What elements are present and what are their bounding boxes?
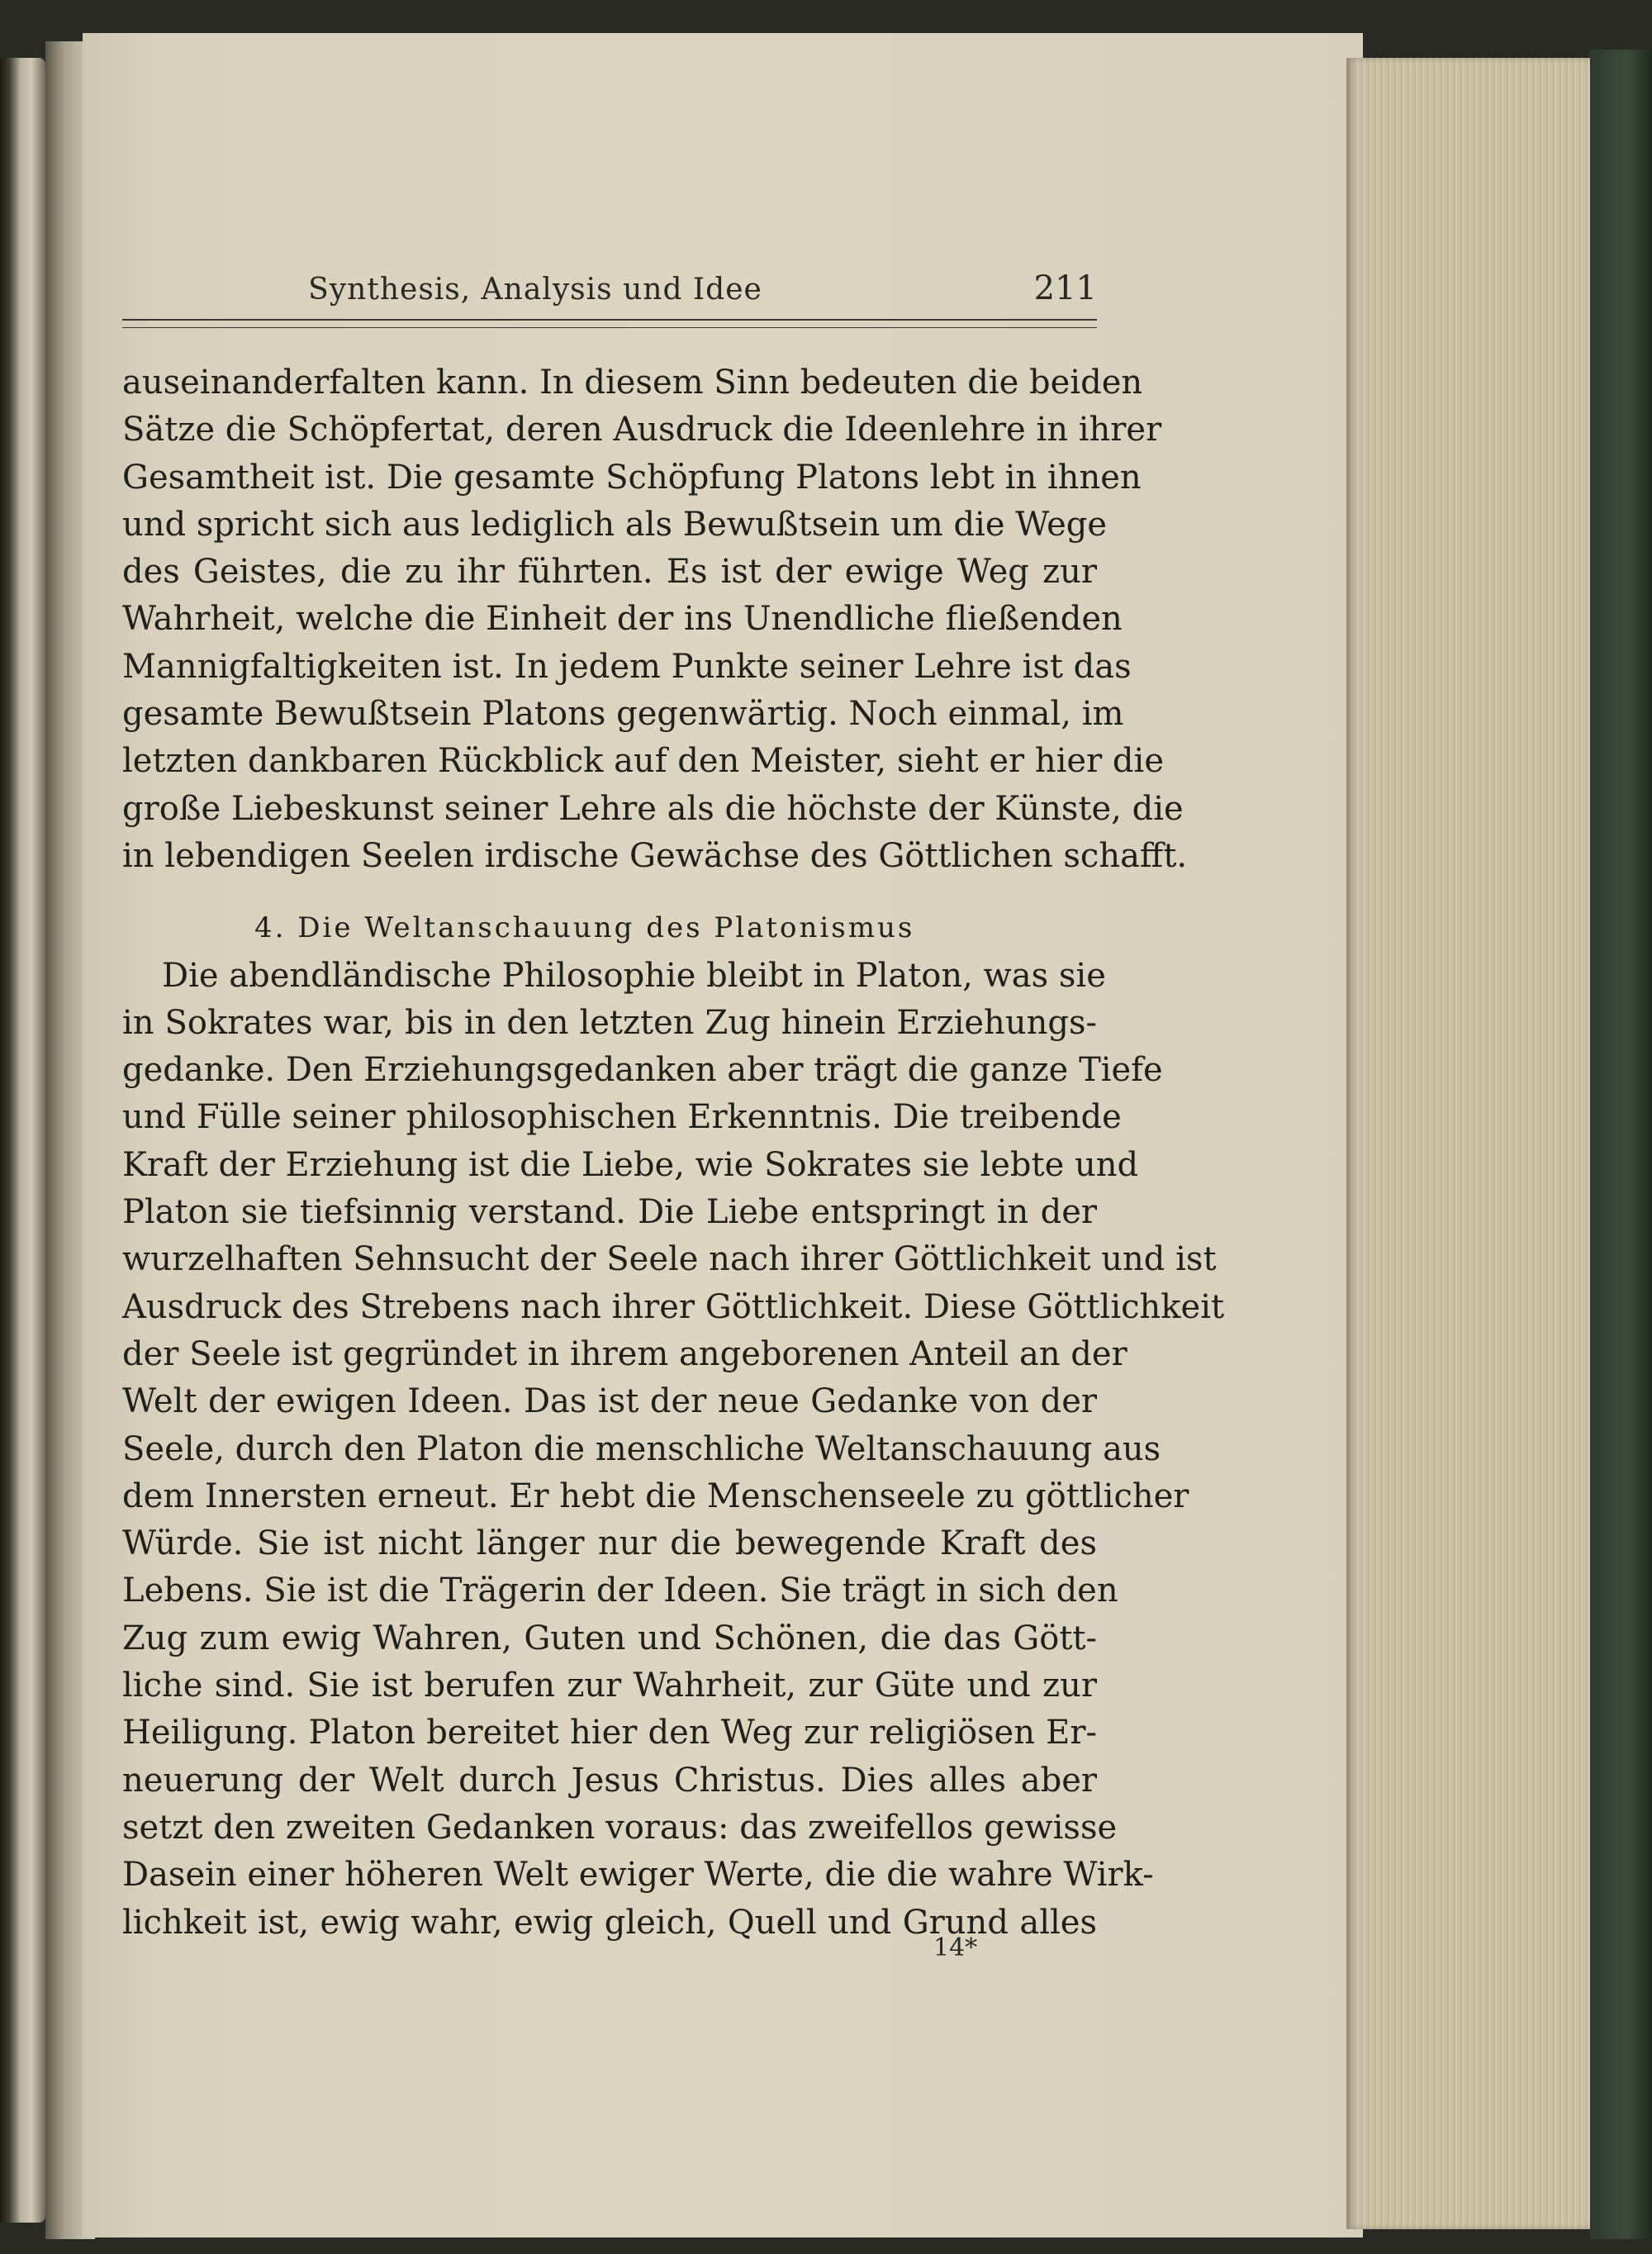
running-title: Synthesis, Analysis und Idee bbox=[308, 273, 762, 307]
text-line: Zug zum ewig Wahren, Guten und Schönen, die das Gött- bbox=[122, 1619, 1097, 1657]
header-rule bbox=[122, 319, 1097, 328]
text-line: Ausdruck des Strebens nach ihrer Göttlichkeit. Diese Göttlichkeit bbox=[122, 1287, 1225, 1326]
text-line: Wahrheit, welche die Einheit der ins Unendliche fließenden bbox=[122, 600, 1123, 639]
text-line: wurzelhaften Sehnsucht der Seele nach ihrer Göttlichkeit und ist bbox=[122, 1240, 1217, 1279]
left-page-edge bbox=[0, 58, 45, 2223]
text-line: Lebens. Sie ist die Trägerin der Ideen. Sie trägt in sich den bbox=[122, 1572, 1118, 1610]
text-line: Gesamtheit ist. Die gesamte Schöpfung Platons lebt in ihnen bbox=[122, 458, 1142, 497]
section-heading: 4. Die Weltanschauung des Platonismus bbox=[254, 911, 915, 945]
text-line: Heiligung. Platon bereitet hier den Weg zur religiösen Er- bbox=[122, 1714, 1097, 1752]
text-line: Würde. Sie ist nicht länger nur die bewegende Kraft des bbox=[122, 1524, 1097, 1563]
text-line: Dasein einer höheren Welt ewiger Werte, die die wahre Wirk- bbox=[122, 1856, 1154, 1895]
text-line: und spricht sich aus lediglich als Bewußtsein um die Wege bbox=[122, 505, 1108, 544]
text-line: dem Innersten erneut. Er hebt die Menschenseele zu göttlicher bbox=[122, 1477, 1189, 1515]
text-line: große Liebeskunst seiner Lehre als die höchste der Künste, die bbox=[122, 789, 1184, 828]
text-line: des Geistes, die zu ihr führten. Es ist der ewige Weg zur bbox=[122, 553, 1097, 592]
text-line: auseinanderfalten kann. In diesem Sinn bedeuten die beiden bbox=[122, 364, 1143, 402]
text-line: gesamte Bewußtsein Platons gegenwärtig. Noch einmal, im bbox=[122, 695, 1124, 734]
text-line: Kraft der Erziehung ist die Liebe, wie Sokrates sie lebte und bbox=[122, 1145, 1139, 1184]
signature-mark: 14* bbox=[933, 1933, 978, 1962]
book-cover-edge bbox=[1590, 50, 1652, 2239]
text-line: Platon sie tiefsinnig verstand. Die Liebe entspringt in der bbox=[122, 1193, 1097, 1232]
text-line: Seele, durch den Platon die menschliche Weltanschauung aus bbox=[122, 1429, 1161, 1468]
text-line: gedanke. Den Erziehungsgedanken aber trägt die ganze Tiefe bbox=[122, 1051, 1163, 1090]
text-line: in Sokrates war, bis in den letzten Zug hinein Erziehungs- bbox=[122, 1003, 1097, 1042]
text-line: lichkeit ist, ewig wahr, ewig gleich, Quell und Grund alles bbox=[122, 1903, 1097, 1942]
running-head bbox=[122, 269, 1097, 322]
paragraph-2 bbox=[122, 953, 1225, 1947]
text-line: Mannigfaltigkeiten ist. In jedem Punkte seiner Lehre ist das bbox=[122, 647, 1132, 686]
text-line: letzten dankbaren Rückblick auf den Meister, sieht er hier die bbox=[122, 742, 1164, 781]
body-text bbox=[122, 359, 1225, 1947]
text-line: Die abendländische Philosophie bleibt in Platon, was sie bbox=[162, 956, 1106, 995]
page-edges-stack bbox=[1346, 58, 1594, 2229]
text-line: Sätze die Schöpfertat, deren Ausdruck die Ideenlehre in ihrer bbox=[122, 411, 1162, 449]
text-line: in lebendigen Seelen irdische Gewächse des Göttlichen schafft. bbox=[122, 836, 1188, 875]
text-line: setzt den zweiten Gedanken voraus: das zweifellos gewisse bbox=[122, 1808, 1118, 1847]
text-line: und Fülle seiner philosophischen Erkenntnis. Die treibende bbox=[122, 1098, 1122, 1137]
text-line: Welt der ewigen Ideen. Das ist der neue Gedanke von der bbox=[122, 1382, 1097, 1421]
page-number: 211 bbox=[1033, 269, 1097, 307]
paragraph-1 bbox=[122, 359, 1188, 880]
text-line: der Seele ist gegründet in ihrem angeborenen Anteil an der bbox=[122, 1334, 1127, 1373]
text-line: liche sind. Sie ist berufen zur Wahrheit, zur Güte und zur bbox=[122, 1667, 1097, 1705]
text-line: neuerung der Welt durch Jesus Christus. Dies alles aber bbox=[122, 1761, 1097, 1800]
